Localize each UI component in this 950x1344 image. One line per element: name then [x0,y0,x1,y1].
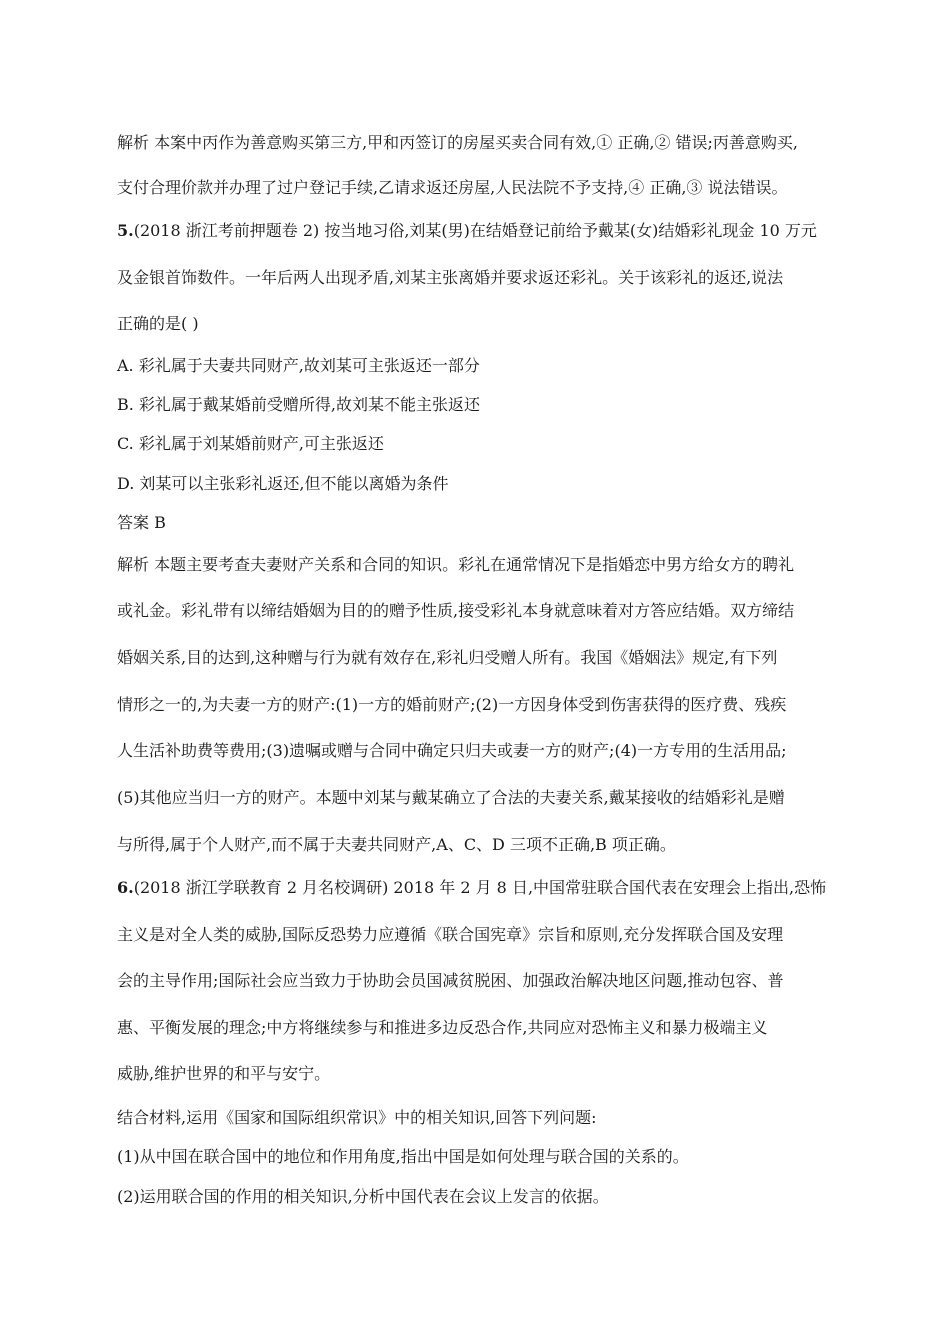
question-5-stem-line-2: 及金银首饰数件。一年后两人出现矛盾,刘某主张离婚并要求返还彩礼。关于该彩礼的返还,说法 [117,268,784,287]
question-5-stem-text-1: (2018 浙江考前押题卷 2) 按当地习俗,刘某(男)在结婚登记前给予戴某(女)结婚彩礼现金 10 万元 [133,221,817,240]
question-6-stem-line-2: 主义是对全人类的威胁,国际反恐势力应遵循《联合国宪章》宗旨和原则,充分发挥联合国及安理 [117,925,784,944]
question-5-analysis-line-1: 解析 本题主要考查夫妻财产关系和合同的知识。彩礼在通常情况下是指婚恋中男方给女方的聘礼 [117,555,795,574]
question-6-stem-line-1 [117,878,847,898]
question-5-option-c: C. 彩礼属于刘某婚前财产,可主张返还 [117,434,384,453]
question-6-number: 6. [117,878,134,897]
question-5-stem-line-3: 正确的是( ) [117,314,199,333]
question-5-stem-line-1 [117,221,847,241]
question-5-option-b: B. 彩礼属于戴某婚前受赠所得,故刘某不能主张返还 [117,395,481,414]
question-5-option-a: A. 彩礼属于夫妻共同财产,故刘某可主张返还一部分 [117,356,480,375]
question-5-answer: 答案 B [117,513,166,532]
analysis-prev-line-1: 解析 本案中丙作为善意购买第三方,甲和丙签订的房屋买卖合同有效,① 正确,② 错误;丙善意购买, [117,133,798,152]
question-5-option-d: D. 刘某可以主张彩礼返还,但不能以离婚为条件 [117,474,449,493]
question-6-stem-text-1: (2018 浙江学联教育 2 月名校调研) 2018 年 2 月 8 日,中国常驻联合国代表在安理会上指出,恐怖 [133,878,827,897]
question-6-subquestion-2: (2)运用联合国的作用的相关知识,分析中国代表在会议上发言的依据。 [117,1187,609,1206]
question-5-analysis-line-3: 婚姻关系,目的达到,这种赠与行为就有效存在,彩礼归受赠人所有。我国《婚姻法》规定,有下列 [117,648,778,667]
analysis-prev-line-2: 支付合理价款并办理了过户登记手续,乙请求返还房屋,人民法院不予支持,④ 正确,③ 说法错误。 [117,178,788,197]
question-6-instruction: 结合材料,运用《国家和国际组织常识》中的相关知识,回答下列问题: [117,1108,597,1127]
question-5-analysis-line-6: (5)其他应当归一方的财产。本题中刘某与戴某确立了合法的夫妻关系,戴某接收的结婚彩礼是赠 [117,788,785,807]
question-6-stem-line-4: 惠、平衡发展的理念;中方将继续参与和推进多边反恐合作,共同应对恐怖主义和暴力极端主义 [117,1018,768,1037]
question-6-subquestion-1: (1)从中国在联合国中的地位和作用角度,指出中国是如何处理与联合国的关系的。 [117,1147,689,1166]
question-6-stem-line-5: 威胁,维护世界的和平与安宁。 [117,1064,331,1083]
question-5-analysis-line-7: 与所得,属于个人财产,而不属于夫妻共同财产,A、C、D 三项不正确,B 项正确。 [117,835,676,854]
question-5-analysis-line-2: 或礼金。彩礼带有以缔结婚姻为目的的赠予性质,接受彩礼本身就意味着对方答应结婚。双方缔结 [117,601,795,620]
question-5-analysis-line-4: 情形之一的,为夫妻一方的财产:(1)一方的婚前财产;(2)一方因身体受到伤害获得的医疗费、残疾 [117,695,787,714]
question-5-analysis-line-5: 人生活补助费等费用;(3)遗嘱或赠与合同中确定只归夫或妻一方的财产;(4)一方专用的生活用品; [117,741,787,760]
question-5-number: 5. [117,221,134,240]
question-6-stem-line-3: 会的主导作用;国际社会应当致力于协助会员国减贫脱困、加强政治解决地区问题,推动包容、普 [117,971,784,990]
